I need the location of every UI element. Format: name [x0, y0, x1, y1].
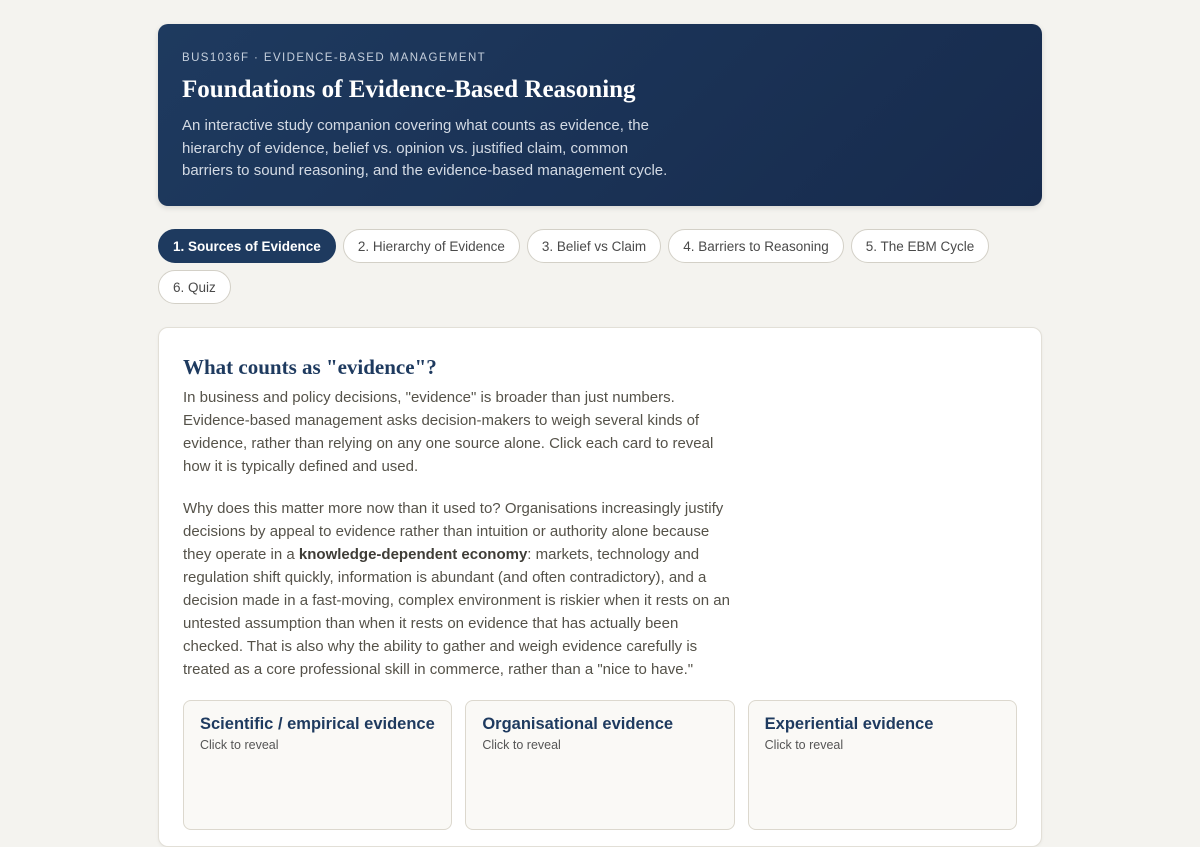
tab-quiz[interactable]: 6. Quiz: [158, 270, 231, 304]
card-experiential-evidence[interactable]: [748, 700, 1017, 830]
tab-bar: [158, 229, 1042, 304]
tab-belief-vs-claim[interactable]: 3. Belief vs Claim: [527, 229, 661, 263]
card-hint: Click to reveal: [482, 738, 561, 752]
card-hint: Click to reveal: [200, 738, 279, 752]
page-title: Foundations of Evidence-Based Reasoning: [182, 76, 636, 103]
tab-ebm-cycle[interactable]: 5. The EBM Cycle: [851, 229, 990, 263]
header-banner: [158, 24, 1042, 206]
section-heading: What counts as "evidence"?: [183, 355, 437, 379]
evidence-cards: [183, 700, 1017, 830]
content-panel: [158, 327, 1042, 847]
tab-sources-of-evidence[interactable]: 1. Sources of Evidence: [158, 229, 336, 263]
why-text-emphasis: knowledge-dependent economy: [298, 546, 528, 563]
page-container: [158, 24, 1042, 847]
card-title: Experiential evidence: [764, 715, 934, 733]
tab-hierarchy-of-evidence[interactable]: 2. Hierarchy of Evidence: [343, 229, 520, 263]
card-organisational-evidence[interactable]: [465, 700, 734, 830]
why-paragraph: [183, 497, 739, 681]
course-code: BUS1036F · EVIDENCE-BASED MANAGEMENT: [182, 52, 487, 64]
card-title: Organisational evidence: [482, 715, 674, 733]
card-hint: Click to reveal: [764, 738, 844, 752]
card-title: Scientific / empirical evidence: [200, 715, 435, 733]
intro-paragraph: In business and policy decisions, "evidence" is broader than just numbers. Evidence-based management asks decision-makers to weigh several kinds of evidence, rather than relying on any one source alone. Click each card to reveal how it is typically defined and used.: [183, 389, 714, 475]
why-text-end: : markets, technology and regulation shift quickly, information is abundant (and often contradictory), and a decision made in a fast-moving, complex environment is riskier when it rests on an untested assumption than when it rests on evidence that has actually been checked. That is also why the ability to gather and weigh evidence carefully is treated as a core professional skill in commerce, rather than a "nice to have.": [183, 546, 730, 678]
card-scientific-evidence[interactable]: [183, 700, 452, 830]
why-text-start: Why does this matter more now than it used to? Organisations increasingly justify decisions by appeal to evidence rather than intuition or authority alone because they operate in a: [183, 500, 724, 563]
tab-barriers-to-reasoning[interactable]: 4. Barriers to Reasoning: [668, 229, 844, 263]
page-subtitle: An interactive study companion covering what counts as evidence, the hierarchy of evidence, belief vs. opinion vs. justified claim, common barriers to sound reasoning, and the evidence-based management cycle.: [182, 117, 668, 179]
